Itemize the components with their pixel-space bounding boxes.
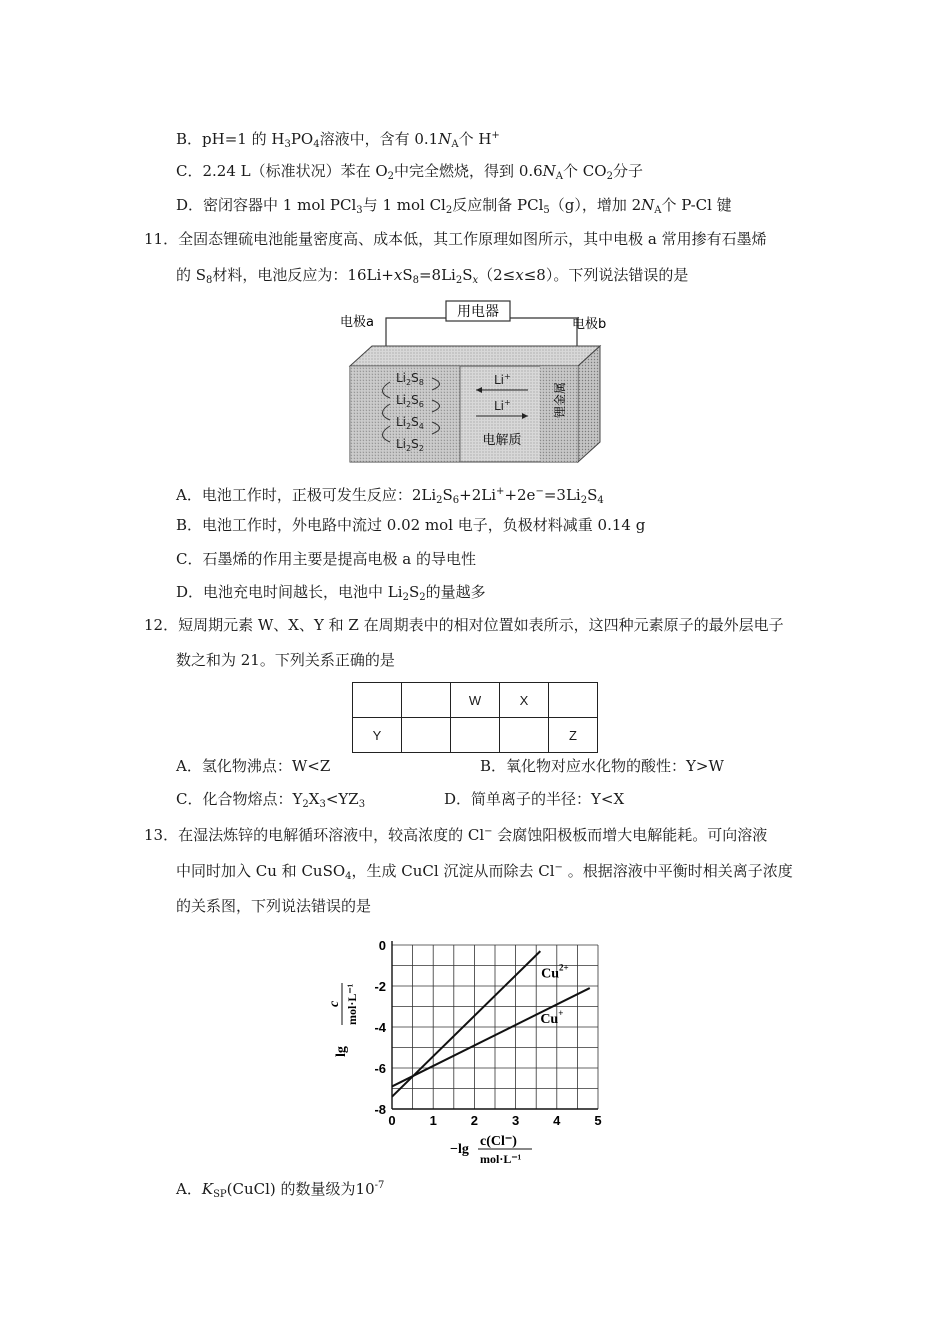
x-axis-label-unit: mol·L⁻¹ [480,1152,522,1166]
x-axis-label-lg: −lg [450,1142,469,1157]
svg-text:Li2S6: $Li_2S_6$ [396,393,424,409]
chart-labels [327,963,569,1166]
battery-top [350,346,600,366]
table-cell [500,718,549,753]
electrode-a-label: 电极a [340,315,374,330]
electrode-b-label: 电极b [572,317,607,332]
y-tick-label: 0 [378,938,386,953]
x-tick-label: 4 [553,1113,561,1128]
q11-option-d: D．电池充电时间越长，电池中 $Li_2S_2$的量越多 [176,583,486,603]
x-tick-label: 3 [511,1113,520,1128]
li-ion-label-top: Li+ [494,372,511,387]
table-cell: Y [353,718,402,753]
table-cell [549,683,598,718]
y-axis-label-lg: lg [334,1046,349,1057]
q13-option-a: A．$K_{SP}(CuCl)$ 的数量级为$10^{-7}$ [176,1180,385,1200]
series-line-cuplus [392,988,590,1086]
q13-stem-line3: 的关系图，下列说法错误的是 [176,897,372,915]
y-tick-label: -4 [374,1020,386,1035]
q11-option-a: A．电池工作时，正极可发生反应：$2Li_2S_6+2Li^++2e^-=3Li_2S_4$ [176,486,604,506]
svg-text:Li2S8: $Li_2S_8$ [396,371,424,387]
battery-side [578,346,600,462]
y-axis-label [327,983,359,1057]
series-label-cu2plus: $Cu^{2+}$ [541,962,569,982]
table-cell: W [451,683,500,718]
y-axis-label-c: c [327,1000,342,1007]
x-tick-label: 1 [429,1113,437,1128]
table-cell [353,683,402,718]
periodic-table-fragment [352,682,598,753]
svg-text:Li2S2: $Li_2S_2$ [396,437,424,453]
x-axis-label-c: c(Cl⁻) [480,1134,517,1149]
metal-label: 锂金属 [553,382,567,419]
y-tick-label: -6 [374,1061,386,1076]
concentration-chart [320,935,620,1166]
battery-diagram [332,298,622,466]
q12-option-a: A．氢化物沸点：W<Z [176,757,331,775]
q10-option-b: B．pH=1 的 $H_3PO_4$溶液中，含有 $0.1N_A$个 H+ [176,130,500,150]
q12-option-b: B．氧化物对应水化物的酸性：Y>W [480,757,724,775]
q12-stem-line2: 数之和为 21。下列关系正确的是 [176,651,395,669]
q12-option-c: C．化合物熔点：$Y_2X_3<YZ_3$ [176,790,366,810]
q12-option-d: D．简单离子的半径：Y<X [444,790,625,808]
q13-stem-line1: 13．在湿法炼锌的电解循环溶液中，较高浓度的 Cl− 会腐蚀阳极板而增大电解能耗。可向溶液 [144,826,768,844]
table-cell [402,683,451,718]
q11-stem-line2: 的 $S_8$材料，电池反应为：$16Li+xS_8=8Li_2S_x(2\le x\le 8)$。下列说法错误的是 [176,266,689,286]
external-circuit-wire [386,318,577,350]
x-tick-label: 5 [594,1113,602,1128]
q11-stem-line1: 11．全固态锂硫电池能量密度高、成本低，其工作原理如图所示，其中电极 a 常用掺有石墨烯 [144,230,767,248]
load-label: 用电器 [457,304,499,320]
y-tick-label: -8 [374,1102,386,1117]
table-cell: X [500,683,549,718]
q13-stem-line2: 中同时加入 Cu 和 CuSO$_4$，生成 CuCl 沉淀从而除去 Cl− 。根据溶液中平衡时相关离子浓度 [176,862,793,882]
y-tick-label: -2 [374,979,386,994]
q12-stem-line1: 12．短周期元素 W、X、Y 和 Z 在周期表中的相对位置如表所示，这四种元素原子的最外层电子 [144,616,784,634]
table-cell [402,718,451,753]
y-axis-label-unit: mol·L⁻¹ [345,983,359,1025]
series-label-cuplus: Cu+ [540,1007,564,1027]
q10-option-d: D．密闭容器中 1 mol PCl$_3$与 1 mol $Cl_2$反应制备 PCl$_5$（g），增加 $2N_A$个 P-Cl 键 [176,196,732,216]
table-cell: Z [549,718,598,753]
chart-series [392,951,590,1097]
x-tick-label: 2 [470,1113,479,1128]
x-axis-label [450,1134,532,1166]
electrolyte-label: 电解质 [482,433,522,448]
q11-option-b: B．电池工作时，外电路中流过 0.02 mol 电子，负极材料减重 0.14 g [176,516,646,534]
q11-option-c: C．石墨烯的作用主要是提高电极 a 的导电性 [176,550,476,568]
svg-text:Li2S4: $Li_2S_4$ [396,415,424,431]
q10-option-c: C．2.24 L（标准状况）苯在 $O_2$中完全燃烧，得到 $0.6N_A$个 $CO_2$分子 [176,162,643,182]
table-cell [451,718,500,753]
li-ion-label-bottom: Li+ [494,398,511,413]
x-tick-label: 0 [388,1113,396,1128]
